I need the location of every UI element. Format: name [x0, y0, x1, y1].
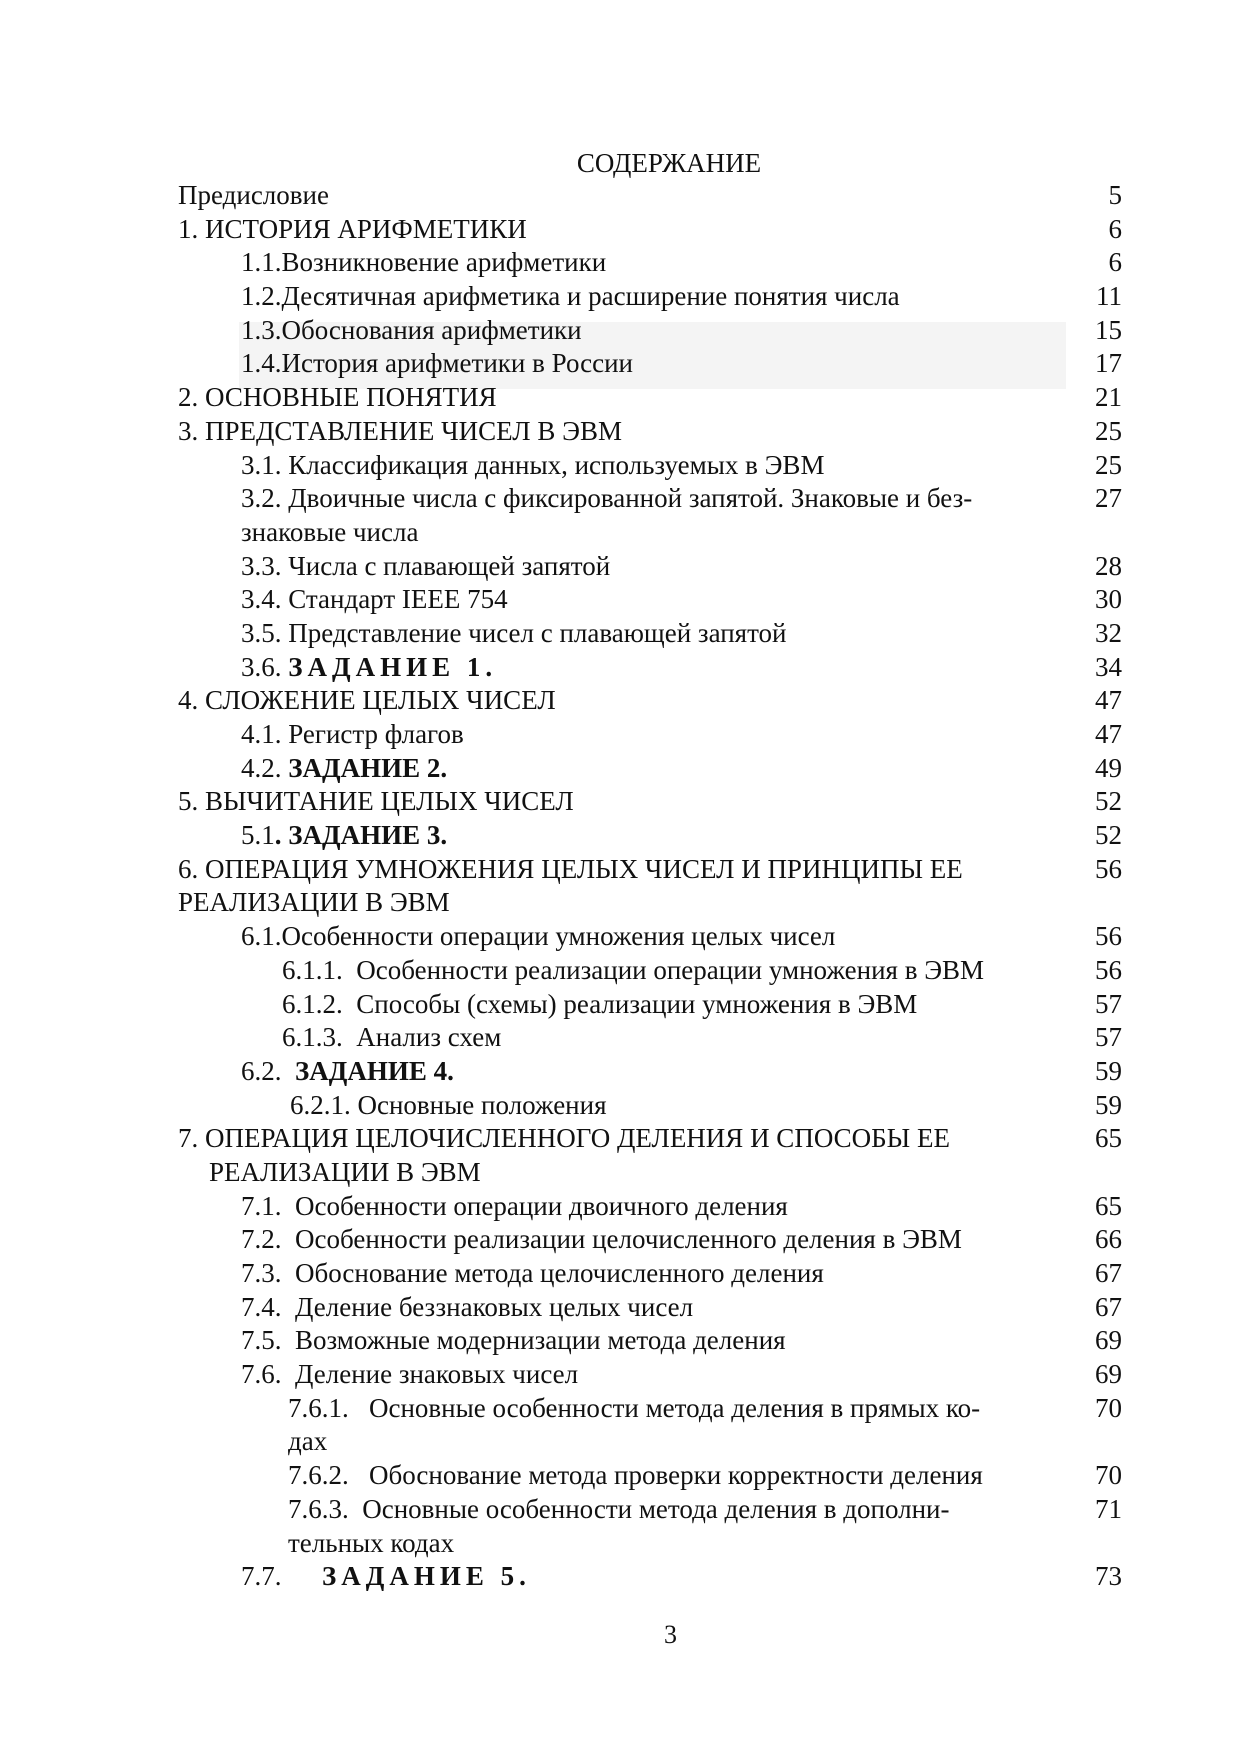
toc-page-number: 47 [1095, 719, 1122, 749]
toc-entry-title: 7.6. Деление знаковых чисел [241, 1359, 579, 1390]
toc-entry-title: 7.6.3. Основные особенности метода деления в дополни- [288, 1493, 950, 1524]
toc-entry[interactable] [0, 920, 1241, 954]
toc-entry-title: 2. ОСНОВНЫЕ ПОНЯТИЯ [178, 382, 497, 413]
toc-entry-bold: . ЗАДАНИЕ 3. [274, 820, 448, 851]
toc-entry-bold: ЗАДАНИЕ 2 [288, 752, 441, 783]
toc-entry[interactable] [0, 684, 1241, 718]
toc-entry-title: 5.1 [241, 820, 275, 851]
toc-entry-title: 7. ОПЕРАЦИЯ ЦЕЛОЧИСЛЕННОГО ДЕЛЕНИЯ И СПОСОБЫ ЕЕ [178, 1123, 950, 1154]
toc-entry-title: 7.6.2. Обоснование метода проверки корректности деления [288, 1460, 983, 1491]
toc-entry-title: 7.3. Обоснование метода целочисленного деления [241, 1258, 824, 1288]
toc-entry[interactable] [0, 1392, 1241, 1426]
toc-entry[interactable] [0, 179, 1241, 213]
toc-entry-title: 3.3. Числа с плавающей запятой [241, 550, 611, 581]
toc-entry[interactable] [0, 550, 1241, 584]
toc-entry[interactable] [0, 482, 1241, 516]
toc-entry-title: 3.4. Стандарт IEEE 754 [241, 584, 508, 615]
toc-entry-bold: ЗАДАНИЕ 5 [322, 1561, 520, 1592]
toc-page-number: 59 [1095, 1055, 1122, 1086]
toc-entry-title: 7.7. [241, 1561, 322, 1592]
toc-entry-title: Предисловие [178, 180, 329, 210]
toc-page-number: 27 [1095, 483, 1122, 514]
toc-page-number: 70 [1095, 1460, 1122, 1491]
toc-entry-title: 7.5. Возможные модернизации метода деления [241, 1325, 786, 1356]
toc-page-number: 28 [1095, 550, 1122, 581]
toc-entry[interactable] [0, 1055, 1241, 1089]
toc-entry-title: 3.6. [241, 651, 289, 682]
toc-entry-title: 7.6.1. Основные особенности метода деления в прямых ко- [288, 1392, 981, 1423]
toc-entry[interactable] [0, 617, 1241, 651]
toc-entry-title: 3.1. Классификация данных, используемых в ЭВМ [241, 449, 825, 480]
toc-entry-tail: . [519, 1561, 526, 1592]
toc-entry-title: 4.2. [241, 752, 289, 783]
toc-entry[interactable] [0, 1291, 1241, 1325]
toc-page-number: 52 [1095, 820, 1122, 851]
toc-entry-title: 4.1. Регистр флагов [241, 719, 464, 749]
toc-entry-bold: ЗАДАНИЕ 1 [288, 651, 486, 682]
toc-page-number: 59 [1095, 1089, 1122, 1120]
toc-page-number: 25 [1095, 415, 1122, 446]
toc-page-number: 6 [1108, 247, 1122, 278]
toc-entry-continuation: РЕАЛИЗАЦИИ В ЭВМ [209, 1156, 481, 1187]
toc-entry-title: 6. ОПЕРАЦИЯ УМНОЖЕНИЯ ЦЕЛЫХ ЧИСЕЛ И ПРИНЦИПЫ ЕЕ [178, 853, 963, 884]
toc-entry-title: 4. СЛОЖЕНИЕ ЦЕЛЫХ ЧИСЕЛ [178, 685, 556, 716]
toc-page-number: 11 [1096, 281, 1122, 312]
toc-entry[interactable] [0, 1257, 1241, 1291]
toc-page-number: 34 [1095, 651, 1122, 682]
toc-page-number: 15 [1095, 314, 1122, 345]
toc-entry[interactable] [0, 1560, 1241, 1594]
toc-page-number: 30 [1095, 584, 1122, 615]
toc-page-number: 73 [1095, 1561, 1122, 1592]
toc-entry-title: 6.1.3. Анализ схем [282, 1022, 502, 1053]
toc-entry[interactable] [0, 1122, 1241, 1156]
toc-entry-title: 1. ИСТОРИЯ АРИФМЕТИКИ [178, 213, 527, 244]
toc-page-number: 57 [1095, 988, 1122, 1019]
toc-entry[interactable] [0, 213, 1241, 247]
toc-entry-tail: . [485, 651, 493, 682]
toc-page-number: 47 [1095, 685, 1122, 716]
toc-page-number: 17 [1095, 348, 1122, 379]
toc-page-number: 65 [1095, 1123, 1122, 1154]
toc-entry[interactable] [0, 651, 1241, 685]
toc-entry-title: 3.5. Представление чисел с плавающей запятой [241, 617, 787, 648]
toc-entry[interactable] [0, 1223, 1241, 1257]
toc-page-number: 69 [1095, 1359, 1122, 1390]
toc-entry[interactable] [0, 718, 1241, 752]
toc-entry[interactable] [0, 583, 1241, 617]
toc-entry-bold: ЗАДАНИЕ 4. [295, 1055, 454, 1086]
toc-page-number: 65 [1095, 1190, 1122, 1221]
toc-entry-title: 6.1.2. Способы (схемы) реализации умножения в ЭВМ [282, 988, 918, 1019]
toc-entry[interactable] [0, 1190, 1241, 1224]
toc-page-number: 52 [1095, 786, 1122, 817]
toc-page-number: 56 [1095, 954, 1122, 985]
toc-entry-title: 6.2.1. Основные положения [290, 1089, 607, 1120]
toc-page-number: 56 [1095, 853, 1122, 884]
toc-entry-title: 7.4. Деление беззнаковых целых чисел [241, 1291, 694, 1322]
toc-entry-title: 6.2. [241, 1055, 295, 1086]
toc-entry[interactable] [0, 449, 1241, 483]
toc-entry[interactable] [0, 280, 1241, 314]
toc-entry[interactable] [0, 246, 1241, 280]
toc-entry-title: 7.1. Особенности операции двоичного деления [241, 1190, 788, 1221]
toc-entry[interactable] [0, 785, 1241, 819]
toc-entry-title: 1.1.Возникновение арифметики [241, 247, 607, 278]
toc-entry[interactable] [0, 954, 1241, 988]
toc-entry-title: 3.2. Двоичные числа с фиксированной запятой. Знаковые и без- [241, 483, 973, 514]
toc-entry[interactable] [0, 1459, 1241, 1493]
toc-page-number: 6 [1108, 213, 1122, 244]
toc-entry-title: 3. ПРЕДСТАВЛЕНИЕ ЧИСЕЛ В ЭВМ [178, 415, 622, 446]
toc-entry-continuation: РЕАЛИЗАЦИИ В ЭВМ [178, 887, 450, 918]
toc-entry-continuation: знаковые числа [241, 516, 419, 547]
toc-entry[interactable] [0, 988, 1241, 1022]
page-number: 3 [664, 1620, 677, 1649]
toc-page-number: 67 [1095, 1291, 1122, 1322]
toc-entry-continuation: дах [288, 1426, 328, 1457]
toc-entry[interactable] [0, 347, 1241, 381]
toc-entry-title: 5. ВЫЧИТАНИЕ ЦЕЛЫХ ЧИСЕЛ [178, 786, 574, 817]
toc-page-number: 71 [1095, 1493, 1122, 1524]
table-of-contents [0, 179, 1241, 1594]
toc-entry-title: 6.1.Особенности операции умножения целых чисел [241, 921, 836, 952]
toc-entry[interactable] [0, 1324, 1241, 1358]
toc-entry[interactable] [0, 381, 1241, 415]
page-title: СОДЕРЖАНИЕ [576, 148, 762, 178]
toc-page-number: 5 [1108, 180, 1122, 210]
toc-page-number: 49 [1095, 752, 1122, 783]
toc-entry[interactable] [0, 314, 1241, 348]
toc-entry-tail: . [440, 752, 448, 783]
toc-entry[interactable] [0, 819, 1241, 853]
toc-entry-title: 1.4.История арифметики в России [241, 348, 633, 379]
toc-entry[interactable] [0, 1493, 1241, 1527]
toc-entry[interactable] [0, 1358, 1241, 1392]
toc-entry-title: 6.1.1. Особенности реализации операции умножения в ЭВМ [282, 954, 985, 985]
toc-entry[interactable] [0, 1089, 1241, 1123]
toc-page-number: 66 [1095, 1224, 1122, 1255]
toc-page-number: 25 [1095, 449, 1122, 480]
toc-entry-title: 1.2.Десятичная арифметика и расширение понятия числа [241, 281, 900, 312]
toc-entry-title: 1.3.Обоснования арифметики [241, 314, 582, 345]
toc-entry[interactable] [0, 1021, 1241, 1055]
toc-page-number: 69 [1095, 1325, 1122, 1356]
toc-entry[interactable] [0, 853, 1241, 887]
toc-page-number: 56 [1095, 921, 1122, 952]
toc-page-number: 57 [1095, 1022, 1122, 1053]
toc-entry-title: 7.2. Особенности реализации целочисленного деления в ЭВМ [241, 1224, 962, 1255]
toc-entry[interactable] [0, 415, 1241, 449]
toc-entry[interactable] [0, 752, 1241, 786]
toc-page-number: 32 [1095, 617, 1122, 648]
toc-page-number: 21 [1095, 382, 1122, 413]
toc-page-number: 70 [1095, 1392, 1122, 1423]
toc-entry-continuation: тельных кодах [288, 1527, 455, 1558]
toc-page-number: 67 [1095, 1258, 1122, 1288]
